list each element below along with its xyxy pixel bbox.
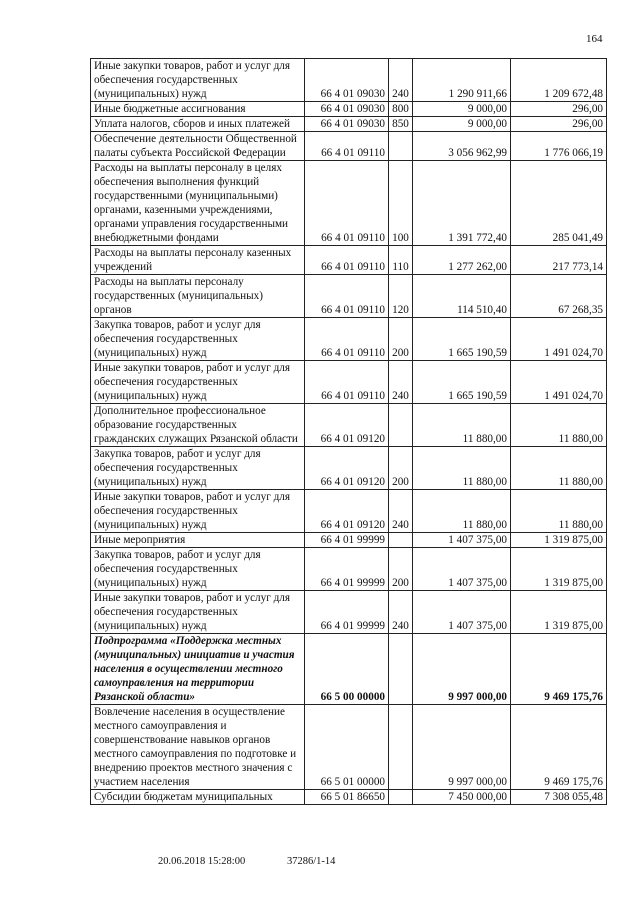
row-name-cell: Иные закупки товаров, работ и услуг для обеспечения государственных (муниципальных) нужд <box>91 59 305 102</box>
row-actual-amount-cell: 1 776 066,19 <box>511 132 607 161</box>
row-code-cell: 66 4 01 09030 <box>305 117 389 132</box>
row-expense-type-cell: 110 <box>389 246 413 275</box>
row-actual-amount-cell: 217 773,14 <box>511 246 607 275</box>
row-plan-amount-cell: 9 997 000,00 <box>413 634 511 705</box>
row-name-cell: Расходы на выплаты персоналу казенных учреждений <box>91 246 305 275</box>
row-actual-amount-cell: 1 319 875,00 <box>511 533 607 548</box>
table-row <box>91 705 607 790</box>
row-actual-amount-cell: 1 491 024,70 <box>511 318 607 361</box>
row-plan-amount-cell: 1 407 375,00 <box>413 548 511 591</box>
row-expense-type-cell: 240 <box>389 361 413 404</box>
row-plan-amount-cell: 1 407 375,00 <box>413 591 511 634</box>
row-expense-type-cell <box>389 790 413 805</box>
row-code-cell: 66 4 01 09110 <box>305 318 389 361</box>
table-row <box>91 533 607 548</box>
row-plan-amount-cell: 3 056 962,99 <box>413 132 511 161</box>
row-code-cell: 66 4 01 09110 <box>305 132 389 161</box>
table-row <box>91 246 607 275</box>
row-plan-amount-cell: 114 510,40 <box>413 275 511 318</box>
row-expense-type-cell: 240 <box>389 59 413 102</box>
row-plan-amount-cell: 1 407 375,00 <box>413 533 511 548</box>
row-actual-amount-cell: 1 209 672,48 <box>511 59 607 102</box>
row-code-cell: 66 4 01 09120 <box>305 404 389 447</box>
row-actual-amount-cell: 296,00 <box>511 102 607 117</box>
row-actual-amount-cell: 1 491 024,70 <box>511 361 607 404</box>
table-row <box>91 404 607 447</box>
row-expense-type-cell: 850 <box>389 117 413 132</box>
row-name-cell: Иные бюджетные ассигнования <box>91 102 305 117</box>
row-actual-amount-cell: 67 268,35 <box>511 275 607 318</box>
row-expense-type-cell <box>389 404 413 447</box>
row-actual-amount-cell: 285 041,49 <box>511 161 607 246</box>
table-row <box>91 591 607 634</box>
row-plan-amount-cell: 11 880,00 <box>413 447 511 490</box>
row-expense-type-cell <box>389 705 413 790</box>
row-plan-amount-cell: 11 880,00 <box>413 490 511 533</box>
row-actual-amount-cell: 1 319 875,00 <box>511 548 607 591</box>
row-name-cell: Расходы на выплаты персоналу в целях обеспечения выполнения функций государственными (муниципальными) органами, казенными учреждениями, органами управления государственными внебюджетными фондами <box>91 161 305 246</box>
table-row <box>91 318 607 361</box>
row-plan-amount-cell: 1 391 772,40 <box>413 161 511 246</box>
row-name-cell: Закупка товаров, работ и услуг для обеспечения государственных (муниципальных) нужд <box>91 318 305 361</box>
row-name-cell: Вовлечение населения в осуществление местного самоуправления и совершенствование навыков органов местного самоуправления по подготовке и внедрению проектов местного значения с участием населения <box>91 705 305 790</box>
row-expense-type-cell <box>389 533 413 548</box>
row-name-cell: Иные закупки товаров, работ и услуг для обеспечения государственных (муниципальных) нужд <box>91 490 305 533</box>
row-code-cell: 66 5 00 00000 <box>305 634 389 705</box>
row-expense-type-cell: 200 <box>389 447 413 490</box>
row-expense-type-cell: 200 <box>389 318 413 361</box>
page-number: 164 <box>586 33 603 45</box>
budget-table <box>90 58 607 805</box>
row-plan-amount-cell: 1 665 190,59 <box>413 361 511 404</box>
row-expense-type-cell <box>389 634 413 705</box>
row-expense-type-cell: 240 <box>389 490 413 533</box>
row-name-cell: Иные мероприятия <box>91 533 305 548</box>
row-expense-type-cell: 120 <box>389 275 413 318</box>
footer-timestamp: 20.06.2018 15:28:00 <box>158 856 246 867</box>
row-code-cell: 66 4 01 09120 <box>305 490 389 533</box>
row-actual-amount-cell: 9 469 175,76 <box>511 634 607 705</box>
footer-document-code: 37286/1-14 <box>287 856 336 867</box>
row-code-cell: 66 4 01 09110 <box>305 361 389 404</box>
row-code-cell: 66 4 01 09120 <box>305 447 389 490</box>
row-name-cell: Дополнительное профессиональное образование государственных гражданских служащих Рязанской области <box>91 404 305 447</box>
row-actual-amount-cell: 7 308 055,48 <box>511 790 607 805</box>
row-code-cell: 66 4 01 09110 <box>305 246 389 275</box>
table-row <box>91 490 607 533</box>
row-name-cell: Закупка товаров, работ и услуг для обеспечения государственных (муниципальных) нужд <box>91 447 305 490</box>
table-row <box>91 548 607 591</box>
row-name-cell: Обеспечение деятельности Общественной палаты субъекта Российской Федерации <box>91 132 305 161</box>
budget-table-body <box>91 59 607 805</box>
row-name-cell: Субсидии бюджетам муниципальных <box>91 790 305 805</box>
row-expense-type-cell: 100 <box>389 161 413 246</box>
row-expense-type-cell <box>389 132 413 161</box>
table-row <box>91 117 607 132</box>
row-plan-amount-cell: 9 000,00 <box>413 102 511 117</box>
row-code-cell: 66 5 01 86650 <box>305 790 389 805</box>
row-name-cell: Расходы на выплаты персоналу государственных (муниципальных) органов <box>91 275 305 318</box>
row-actual-amount-cell: 296,00 <box>511 117 607 132</box>
table-row <box>91 132 607 161</box>
table-row <box>91 447 607 490</box>
row-plan-amount-cell: 1 277 262,00 <box>413 246 511 275</box>
row-name-cell: Закупка товаров, работ и услуг для обеспечения государственных (муниципальных) нужд <box>91 548 305 591</box>
row-name-cell: Иные закупки товаров, работ и услуг для обеспечения государственных (муниципальных) нужд <box>91 591 305 634</box>
table-row <box>91 275 607 318</box>
table-row <box>91 361 607 404</box>
row-actual-amount-cell: 11 880,00 <box>511 404 607 447</box>
row-actual-amount-cell: 11 880,00 <box>511 447 607 490</box>
row-plan-amount-cell: 7 450 000,00 <box>413 790 511 805</box>
row-code-cell: 66 4 01 09110 <box>305 275 389 318</box>
row-name-cell: Иные закупки товаров, работ и услуг для обеспечения государственных (муниципальных) нужд <box>91 361 305 404</box>
row-plan-amount-cell: 9 000,00 <box>413 117 511 132</box>
row-code-cell: 66 4 01 99999 <box>305 533 389 548</box>
row-plan-amount-cell: 11 880,00 <box>413 404 511 447</box>
table-row <box>91 634 607 705</box>
row-expense-type-cell: 240 <box>389 591 413 634</box>
row-plan-amount-cell: 1 665 190,59 <box>413 318 511 361</box>
row-name-cell: Уплата налогов, сборов и иных платежей <box>91 117 305 132</box>
row-plan-amount-cell: 9 997 000,00 <box>413 705 511 790</box>
row-expense-type-cell: 200 <box>389 548 413 591</box>
row-code-cell: 66 4 01 09110 <box>305 161 389 246</box>
row-expense-type-cell: 800 <box>389 102 413 117</box>
row-code-cell: 66 4 01 09030 <box>305 59 389 102</box>
row-actual-amount-cell: 11 880,00 <box>511 490 607 533</box>
row-code-cell: 66 4 01 09030 <box>305 102 389 117</box>
table-row <box>91 161 607 246</box>
row-code-cell: 66 5 01 00000 <box>305 705 389 790</box>
row-actual-amount-cell: 9 469 175,76 <box>511 705 607 790</box>
row-code-cell: 66 4 01 99999 <box>305 591 389 634</box>
row-name-cell: Подпрограмма «Поддержка местных (муниципальных) инициатив и участия населения в осуществлении местного самоуправления на территории Рязанской области» <box>91 634 305 705</box>
row-actual-amount-cell: 1 319 875,00 <box>511 591 607 634</box>
row-code-cell: 66 4 01 99999 <box>305 548 389 591</box>
table-row <box>91 59 607 102</box>
row-plan-amount-cell: 1 290 911,66 <box>413 59 511 102</box>
table-row <box>91 102 607 117</box>
table-row <box>91 790 607 805</box>
